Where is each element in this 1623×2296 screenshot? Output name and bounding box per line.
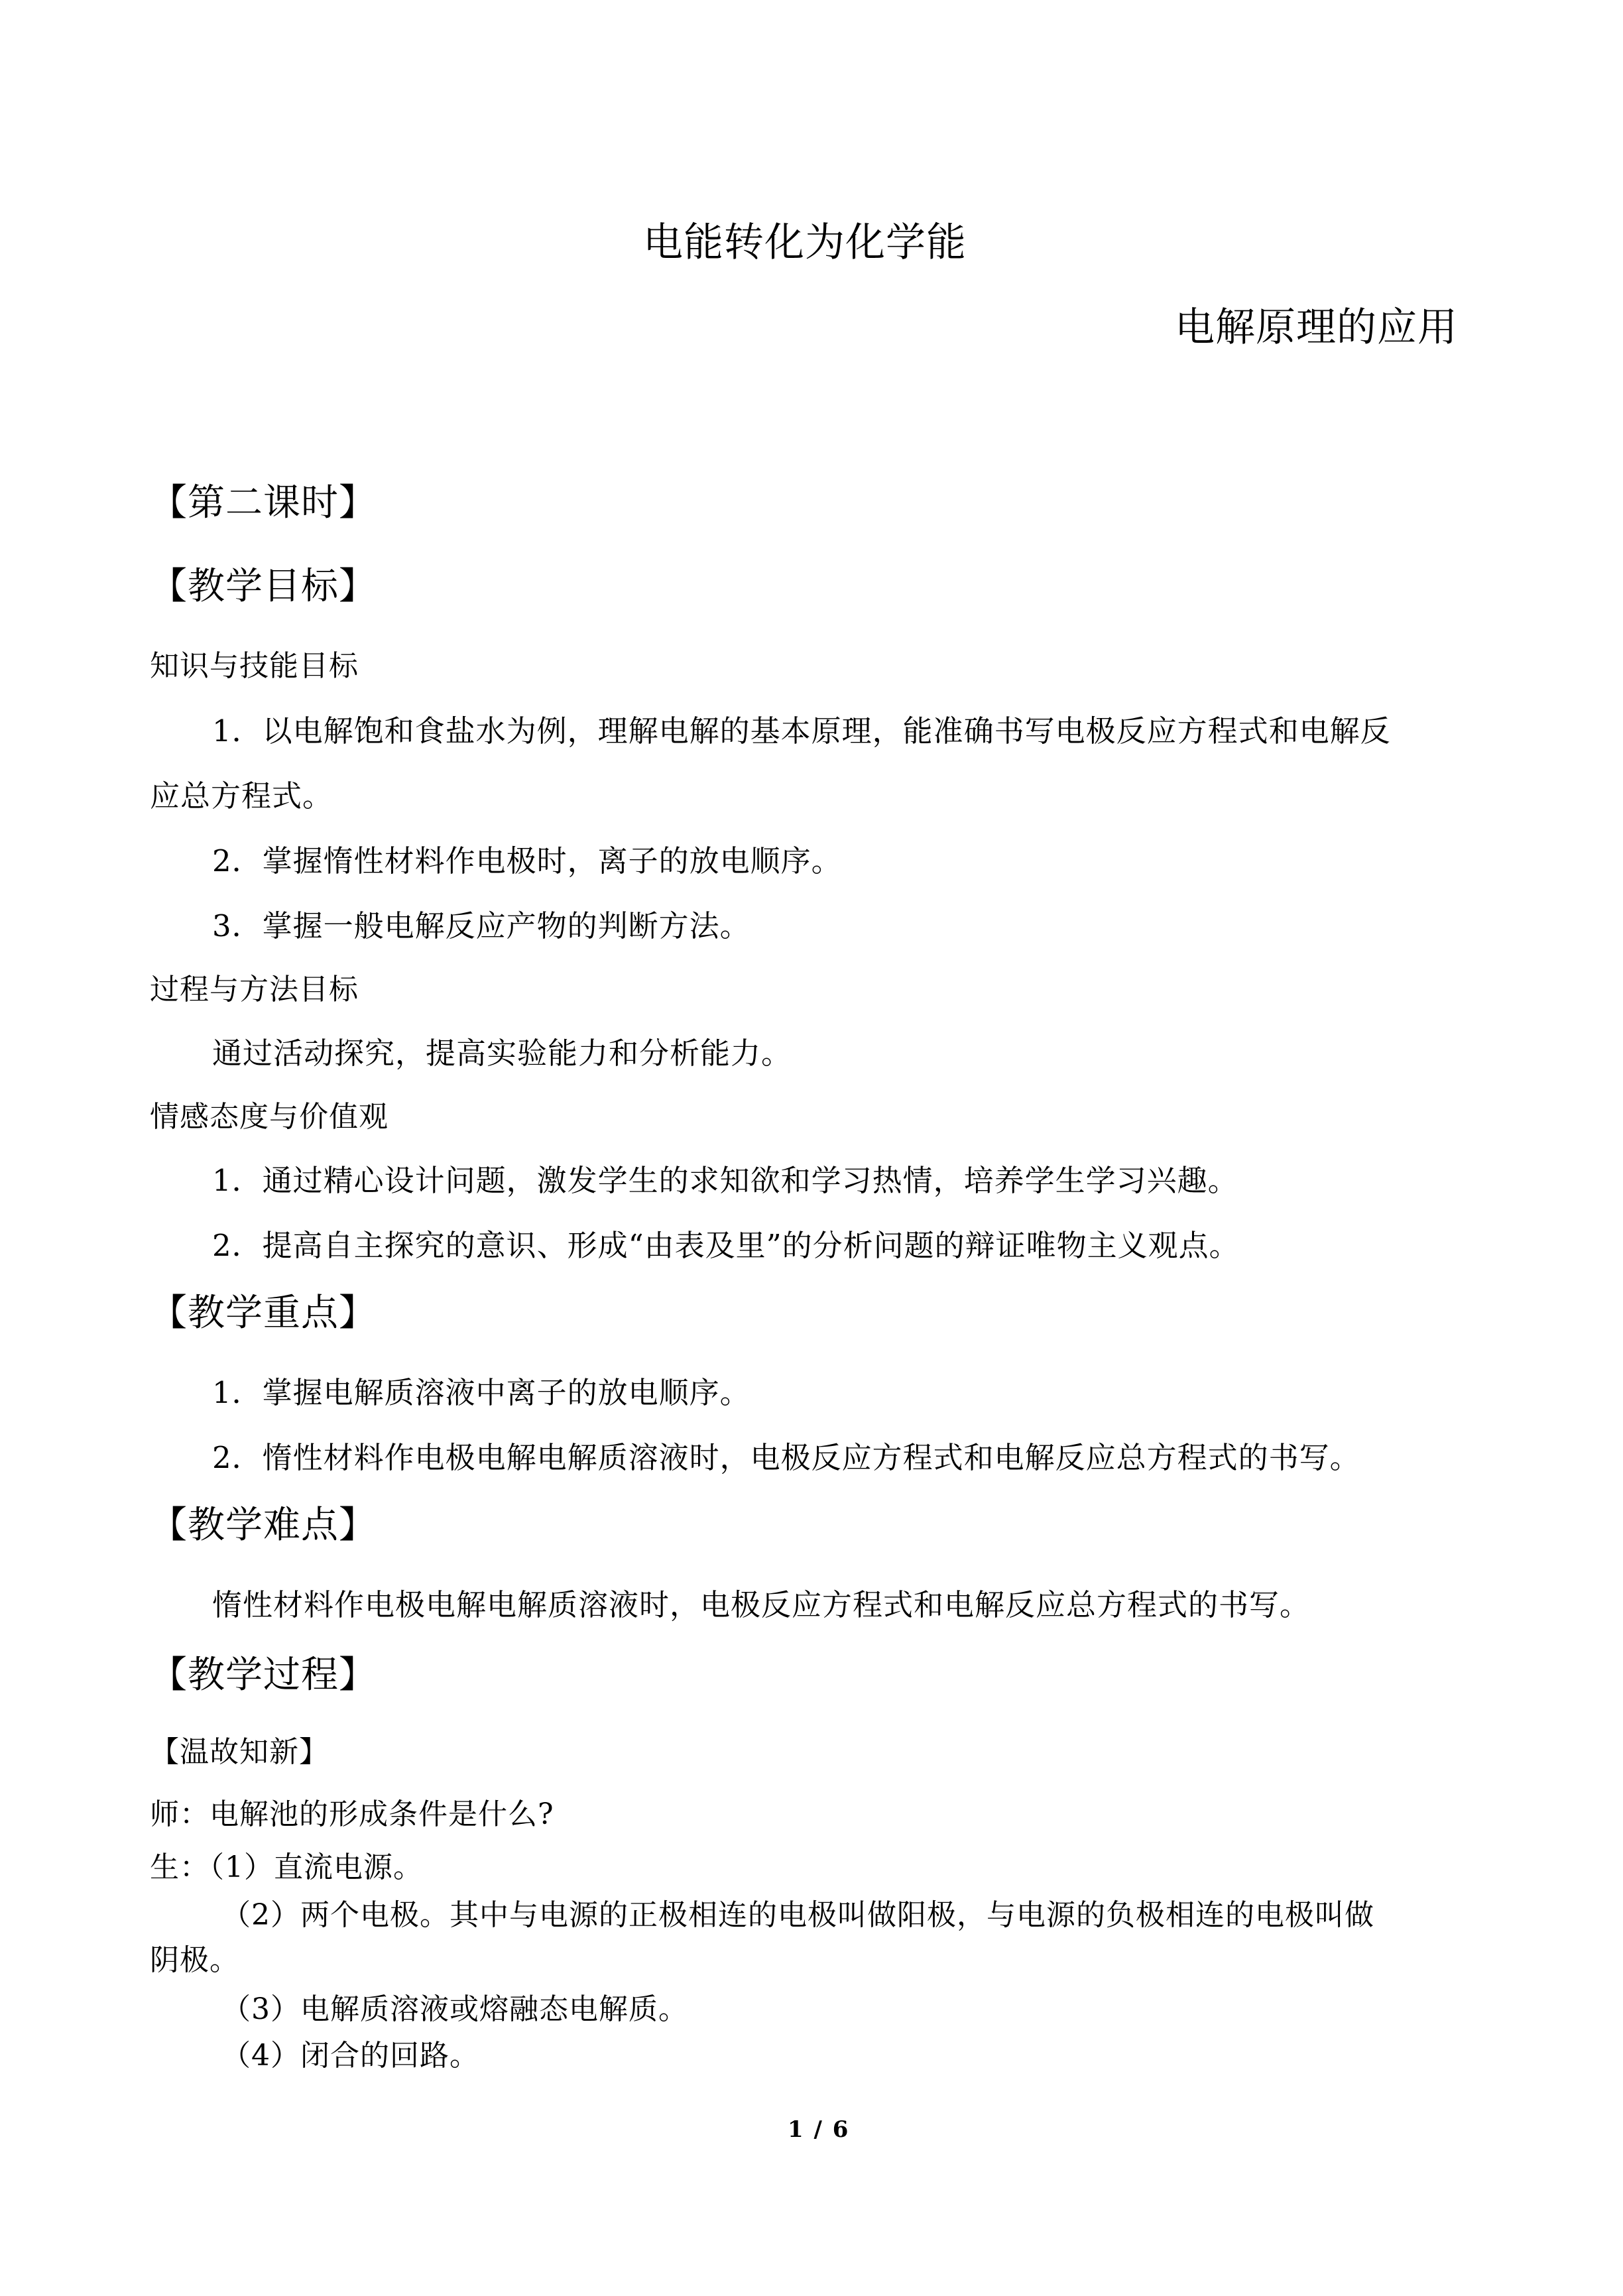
lesson-heading: 【第二课时】 xyxy=(150,481,377,524)
student-answer-2-line-1: （2）两个电极。其中与电源的正极相连的电极叫做阳极，与电源的负极相连的电极叫做 xyxy=(221,1898,1374,1932)
knowledge-item-1-line-1: 1．以电解饱和食盐水为例，理解电解的基本原理，能准确书写电极反应方程式和电解反 xyxy=(212,713,1391,749)
process-method-text: 通过活动探究，提高实验能力和分析能力。 xyxy=(212,1036,792,1071)
key-point-1: 1．掌握电解质溶液中离子的放电顺序。 xyxy=(212,1375,751,1410)
emotion-item-2: 2．提高自主探究的意识、形成“由表及里”的分析问题的辩证唯物主义观点。 xyxy=(212,1228,1240,1263)
goals-heading: 【教学目标】 xyxy=(150,565,377,608)
difficulties-text: 惰性材料作电极电解电解质溶液时，电极反应方程式和电解反应总方程式的书写。 xyxy=(212,1587,1311,1622)
knowledge-item-3: 3．掌握一般电解反应产物的判断方法。 xyxy=(212,908,751,943)
key-points-heading: 【教学重点】 xyxy=(150,1292,377,1335)
key-point-2: 2．惰性材料作电极电解电解质溶液时，电极反应方程式和电解反应总方程式的书写。 xyxy=(212,1440,1360,1475)
process-method-heading: 过程与方法目标 xyxy=(150,973,359,1006)
page-number: 1 / 6 xyxy=(788,2116,850,2143)
student-answer-2-line-2: 阴极。 xyxy=(150,1943,239,1977)
student-answer-3: （3）电解质溶液或熔融态电解质。 xyxy=(221,1992,688,2026)
document-subtitle: 电解原理的应用 xyxy=(1175,304,1458,351)
knowledge-item-2: 2．掌握惰性材料作电极时，离子的放电顺序。 xyxy=(212,843,842,878)
emotion-item-1: 1．通过精心设计问题，激发学生的求知欲和学习热情，培养学生学习兴趣。 xyxy=(212,1163,1238,1198)
difficulties-heading: 【教学难点】 xyxy=(150,1504,377,1547)
knowledge-heading: 知识与技能目标 xyxy=(150,649,359,683)
teaching-process-heading: 【教学过程】 xyxy=(150,1654,377,1697)
review-heading: 【温故知新】 xyxy=(150,1735,329,1769)
emotion-heading: 情感态度与价值观 xyxy=(150,1100,389,1134)
teacher-question: 师：电解池的形成条件是什么? xyxy=(150,1797,554,1831)
knowledge-item-1-line-2: 应总方程式。 xyxy=(150,778,333,814)
document-title: 电能转化为化学能 xyxy=(643,219,967,266)
student-answer-4: （4）闭合的回路。 xyxy=(221,2039,479,2073)
student-answer-1: 生：（1）直流电源。 xyxy=(150,1850,423,1884)
